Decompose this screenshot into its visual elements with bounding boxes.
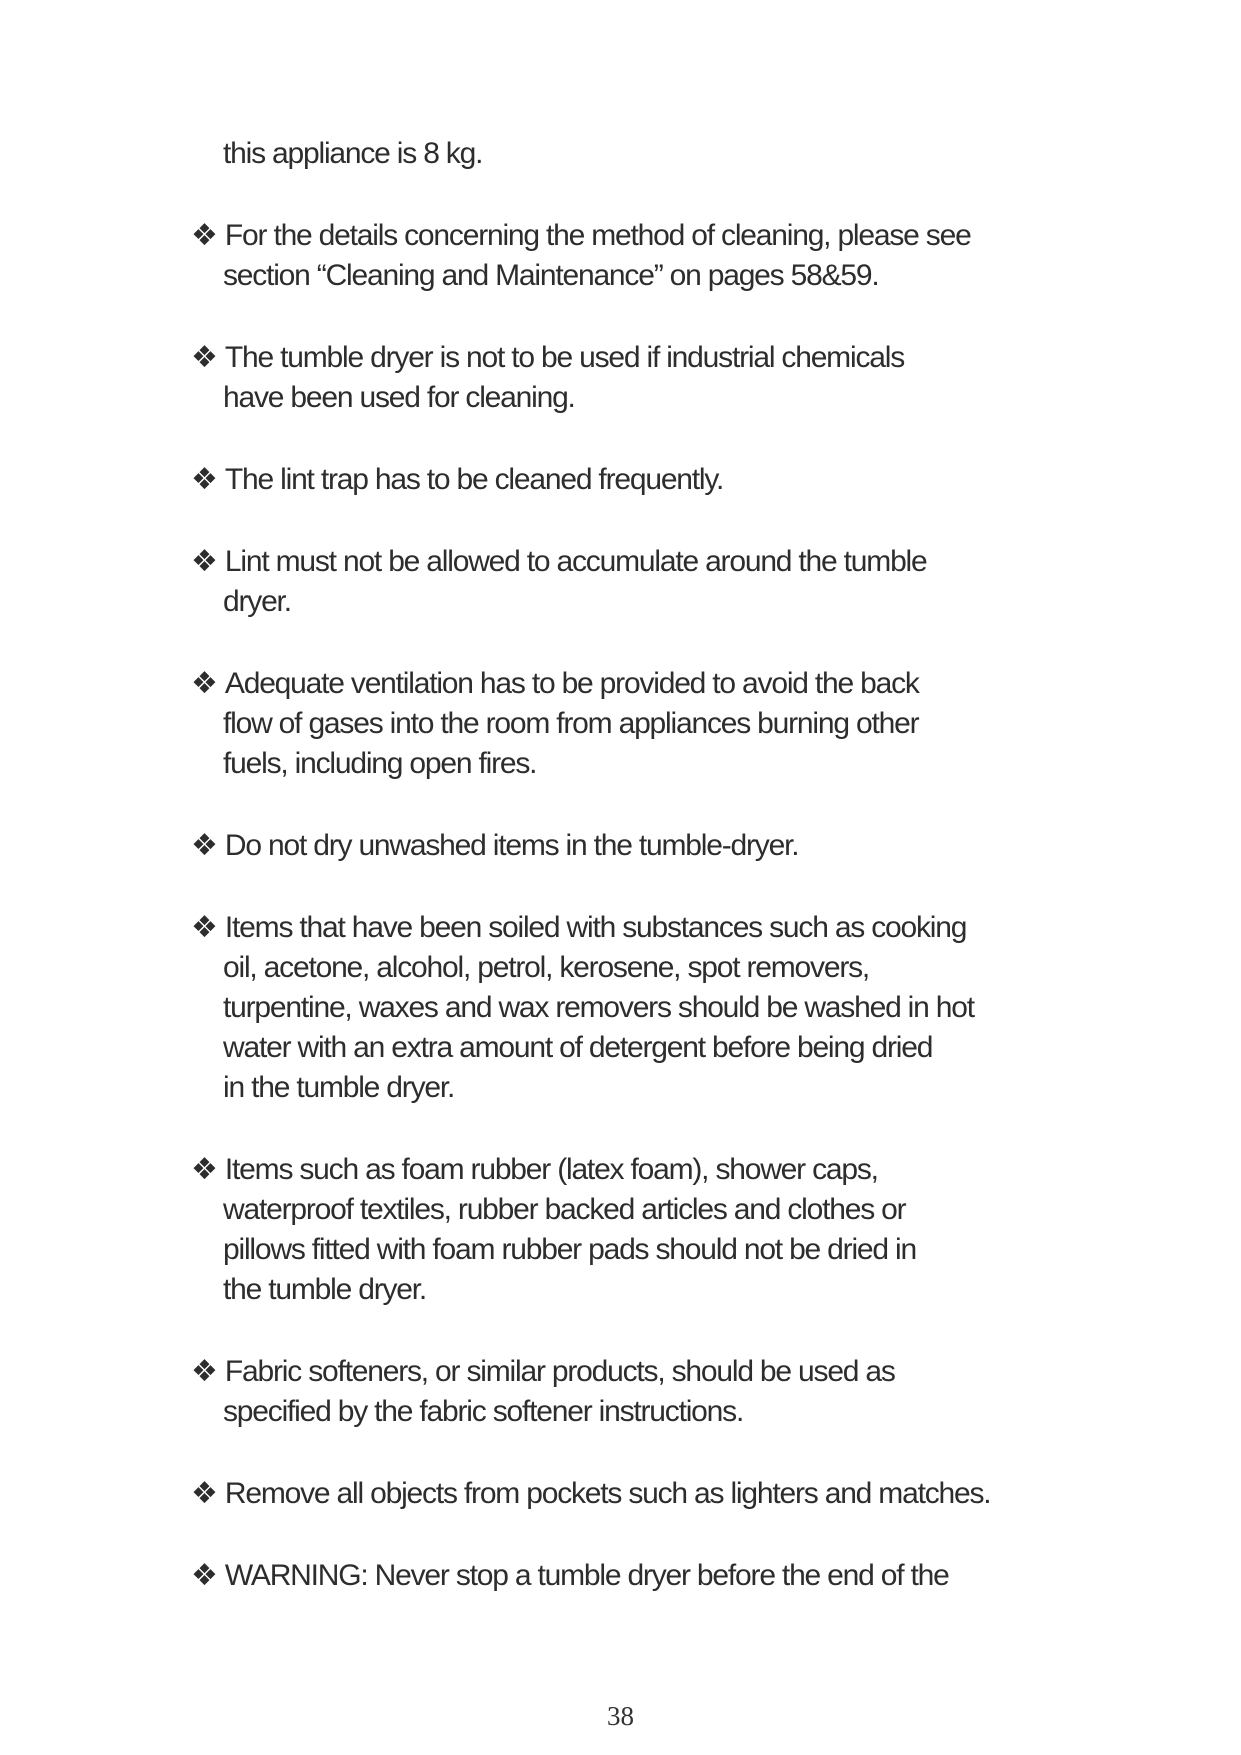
bullet-item-line: Do not dry unwashed items in the tumble-dryer. xyxy=(224,829,799,862)
diamond-bullet-icon: ❖ xyxy=(191,545,218,578)
bullet-item-line: fuels, including open fires. xyxy=(223,747,537,780)
diamond-bullet-icon: ❖ xyxy=(191,829,218,862)
diamond-bullet-icon: ❖ xyxy=(191,1477,218,1510)
bullet-item-line: flow of gases into the room from appliances burning other xyxy=(223,707,919,740)
bullet-item-line: pillows fitted with foam rubber pads should not be dried in xyxy=(223,1233,916,1266)
bullet-item-line: Adequate ventilation has to be provided to avoid the back xyxy=(224,667,919,700)
diamond-bullet-icon: ❖ xyxy=(191,911,218,944)
bullet-item-line: in the tumble dryer. xyxy=(223,1071,455,1104)
bullet-item-line: the tumble dryer. xyxy=(223,1273,427,1306)
bullet-item-line: Remove all objects from pockets such as lighters and matches. xyxy=(224,1477,991,1510)
bullet-item-line: have been used for cleaning. xyxy=(223,381,575,414)
bullet-item-line: section “Cleaning and Maintenance” on pages 58&59. xyxy=(223,259,879,292)
bullet-item-lint-trap xyxy=(191,460,1241,500)
bullet-item-line: dryer. xyxy=(223,585,291,618)
bullet-item-line: Items such as foam rubber (latex foam), shower caps, xyxy=(224,1153,878,1186)
diamond-bullet-icon: ❖ xyxy=(191,1153,218,1186)
continuation-line-text: this appliance is 8 kg. xyxy=(223,137,483,170)
bullet-item-warning xyxy=(191,1556,1241,1596)
bullet-item-line: Fabric softeners, or similar products, should be used as xyxy=(224,1355,895,1388)
bullet-item-foam-rubber xyxy=(191,1150,1241,1310)
bullet-item-line: WARNING: Never stop a tumble dryer before the end of the xyxy=(224,1559,949,1592)
bullet-item-line: The lint trap has to be cleaned frequently. xyxy=(224,463,724,496)
bullet-item-line: The tumble dryer is not to be used if industrial chemicals xyxy=(224,341,904,374)
bullet-item-cleaning-method xyxy=(191,216,1241,296)
diamond-bullet-icon: ❖ xyxy=(191,219,218,252)
bullet-item-industrial-chemicals xyxy=(191,338,1241,418)
bullet-item-line: Items that have been soiled with substances such as cooking xyxy=(224,911,967,944)
bullet-item-ventilation xyxy=(191,664,1241,784)
bullet-item-line: water with an extra amount of detergent before being dried xyxy=(223,1031,933,1064)
bullet-item-line: oil, acetone, alcohol, petrol, kerosene, spot removers, xyxy=(223,951,870,984)
diamond-bullet-icon: ❖ xyxy=(191,463,218,496)
bullet-item-line: waterproof textiles, rubber backed articles and clothes or xyxy=(223,1193,906,1226)
diamond-bullet-icon: ❖ xyxy=(191,1355,218,1388)
bullet-item-lint-accumulate xyxy=(191,542,1241,622)
bullet-item-soiled-items xyxy=(191,908,1241,1108)
diamond-bullet-icon: ❖ xyxy=(191,667,218,700)
bullet-item-fabric-softeners xyxy=(191,1352,1241,1432)
bullet-item-pockets xyxy=(191,1474,1241,1514)
bullet-item-line: specified by the fabric softener instructions. xyxy=(223,1395,744,1428)
continuation-line xyxy=(223,134,1241,174)
bullet-item-line: turpentine, waxes and wax removers should be washed in hot xyxy=(223,991,974,1024)
diamond-bullet-icon: ❖ xyxy=(191,1559,218,1592)
diamond-bullet-icon: ❖ xyxy=(191,341,218,374)
page-number: 38 xyxy=(607,1701,634,1731)
bullet-item-line: Lint must not be allowed to accumulate around the tumble xyxy=(224,545,927,578)
bullet-item-line: For the details concerning the method of cleaning, please see xyxy=(224,219,971,252)
bullet-item-unwashed-items xyxy=(191,826,1241,866)
